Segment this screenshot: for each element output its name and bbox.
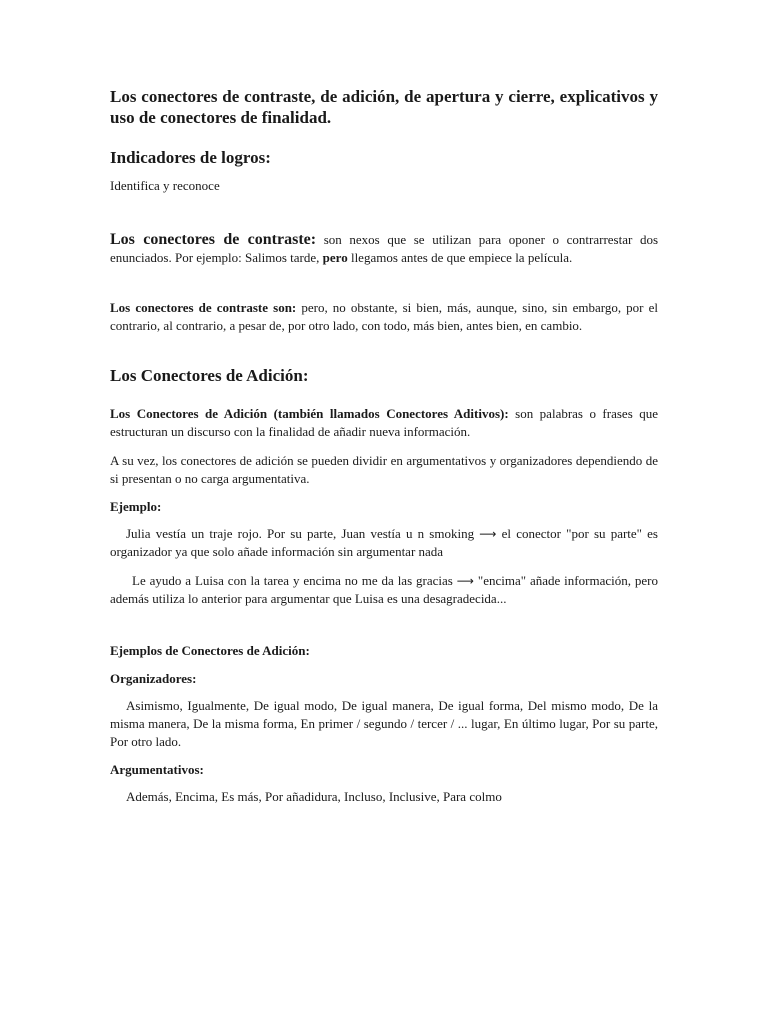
ejemplo-1-before: Julia vestía un traje rojo. Por su parte, Juan vestía u n smoking — [126, 526, 480, 541]
organizadores-text: Asimismo, Igualmente, De igual modo, De igual manera, De igual forma, Del mismo modo, De la misma manera, De la misma forma, En primer / segundo / tercer / ... lugar, En último lugar, Por su parte, Por otro lado. — [110, 698, 658, 749]
adicion-definition — [110, 405, 658, 441]
document-page — [110, 86, 658, 806]
contraste-paragraph — [110, 231, 658, 267]
ejemplo-1-after: el conector "por su parte" es organizador ya que solo añade información sin argumentar nada — [110, 526, 658, 559]
ejemplo-label: Ejemplo: — [110, 499, 162, 514]
ejemplos-heading: Ejemplos de Conectores de Adición: — [110, 643, 310, 658]
contraste-text-before: son nexos que se utilizan para oponer o contrarrestar dos enunciados. Por ejemplo: Salimos tarde, — [110, 232, 659, 265]
contraste-text-after: llegamos antes de que empiece la película. — [347, 250, 573, 265]
ejemplo-1 — [110, 525, 658, 561]
adicion-division: A su vez, los conectores de adición se pueden dividir en argumentativos y organizadores dependiendo de si presentan o no carga argumentativa. — [110, 453, 658, 486]
contraste-keyword: pero — [322, 250, 348, 265]
contraste-list-label: Los conectores de contraste son: — [110, 300, 297, 315]
adicion-heading: Los Conectores de Adición: — [110, 366, 309, 385]
contraste-label: Los conectores de contraste: — [110, 231, 317, 248]
argumentativos-label: Argumentativos: — [110, 762, 204, 777]
ejemplo-2-after: "encima" añade información, pero además utiliza lo anterior para argumentar que Luisa es una desagradecida... — [110, 573, 658, 606]
arrow-right-icon: ⟶ — [456, 574, 474, 588]
indicadores-heading: Indicadores de logros: — [110, 148, 271, 167]
contraste-list-paragraph — [110, 299, 658, 335]
ejemplo-2-before: Le ayudo a Luisa con la tarea y encima no me da las gracias — [132, 573, 457, 588]
arrow-right-icon: ⟶ — [479, 527, 497, 541]
document-title: Los conectores de contraste, de adición, de apertura y cierre, explicativos y uso de conectores de finalidad. — [110, 87, 658, 127]
contraste-list-text: pero, no obstante, si bien, más, aunque, sino, sin embargo, por el contrario, al contrario, a pesar de, por otro lado, con todo, más bien, antes bien, en cambio. — [110, 300, 658, 333]
adicion-def-text: son palabras o frases que estructuran un discurso con la finalidad de añadir nueva información. — [110, 406, 658, 439]
adicion-def-label: Los Conectores de Adición (también llamados Conectores Aditivos): — [110, 406, 509, 421]
argumentativos-text: Además, Encima, Es más, Por añadidura, Incluso, Inclusive, Para colmo — [126, 789, 502, 804]
organizadores-label: Organizadores: — [110, 671, 197, 686]
indicadores-text: Identifica y reconoce — [110, 178, 220, 193]
ejemplo-2 — [110, 572, 658, 608]
